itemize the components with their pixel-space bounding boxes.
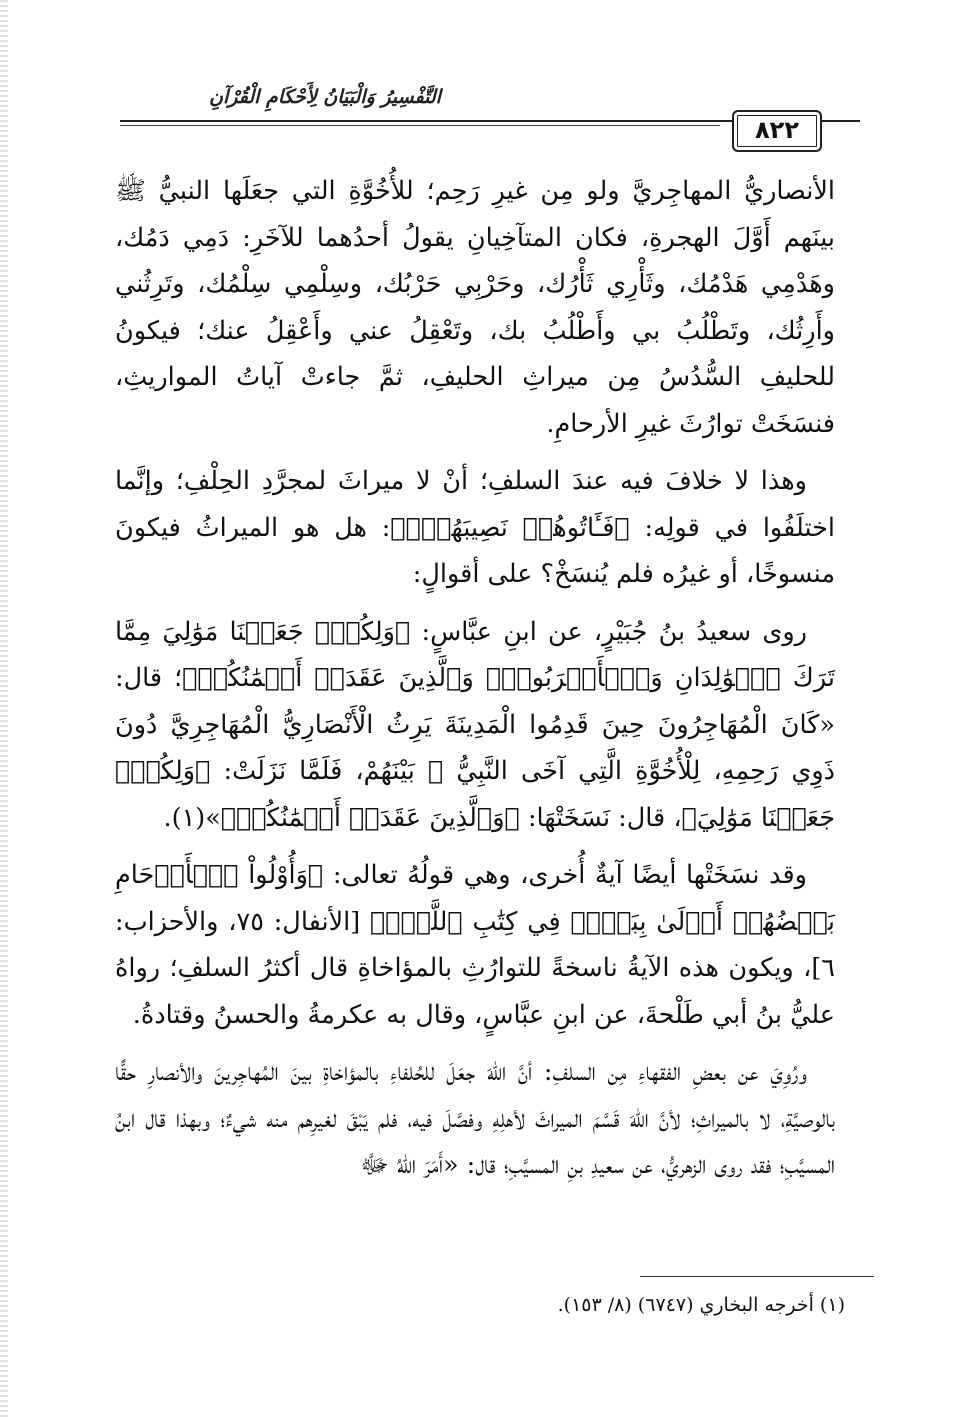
paragraph-5: ورُوِيَ عن بعضِ الفقهاءِ مِن السلفِ: أنَّ اللهَ جعَلَ للحُلفاءِ بالمؤاخاةِ بينَ المُهاجِرينَ والأنصارِ حقًّا بالوصيَّةِ، لا بالميراثِ؛ لأنَّ اللهَ قَسَّمَ الميراثَ لأهلِهِ وفصَّلَ فيه، فلم يَبْقَ لغيرِهم منه شيءٌ؛ وبهذا قال ابنُ المسيَّبِ؛ فقد روى الزهريُّ، عن سعيدِ بنِ المسيَّبِ؛ قال: «أَمَرَ اللهُ ﷻ	[115, 1057, 835, 1180]
header-rule-thin	[120, 125, 720, 126]
footnote-rule	[640, 1276, 874, 1277]
body-text	[115, 168, 835, 1200]
running-title: التَّفْسِيرُ وَالْبَيَانُ لِأَحْكَامِ الْقُرْآنِ	[209, 86, 441, 108]
scan-edge	[0, 0, 8, 1417]
footnote: (١) أخرجه البخاري (٦٧٤٧) (٨/ ١٥٣).	[557, 1294, 845, 1316]
paragraph-1: الأنصاريُّ المهاجِريَّ ولو مِن غيرِ رَحِم؛ للأُخُوَّةِ التي جعَلَها النبيُّ ﷺ بينَهم أَوَّلَ الهجرةِ، فكان المتآخِيانِ يقولُ أحدُهما للآخَرِ: دَمِي دَمُك، وهَدْمِي هَدْمُك، وثَأْرِي ثَأْرُك، وحَرْبِي حَرْبُك، وسِلْمِي سِلْمُك، وتَرِثُني وأَرِثُك، وتَطْلُبُ بي وأَطْلُبُ بك، وتَعْقِلُ عني وأَعْقِلُ عنك؛ فيكونُ للحليفِ السُّدُسُ مِن ميراثِ الحليفِ، ثمَّ جاءتْ آياتُ المواريثِ، فنسَخَتْ توارُثَ غيرِ الأرحامِ.	[115, 176, 835, 439]
page-header	[120, 72, 860, 162]
paragraph-4: وقد نسَخَتْها أيضًا آيةٌ أُخرى، وهي قولُهُ تعالى: ﴿وَأُوْلُواْ ٱلۡأَرۡحَامِ بَعۡضُهُمۡ أَوۡلَىٰ بِبَعۡضٖ فِي كِتَٰبِ ٱللَّهِۚ﴾ [الأنفال: ٧٥، والأحزاب: ٦]، ويكون هذه الآيةُ ناسخةً للتوارُثِ بالمؤاخاةِ قال أكثرُ السلفِ؛ رواهُ عليُّ بنُ أبي طَلْحةَ، عن ابنِ عبَّاسٍ، وقال به عكرمةُ والحسنُ وقتادةُ.	[115, 860, 835, 1030]
paragraph-2: وهذا لا خلافَ فيه عندَ السلفِ؛ أنْ لا ميراثَ لمجرَّدِ الحِلْفِ؛ وإنَّما اختلَفُوا في قولِه: ﴿فَـَٔاتُوهُمۡ نَصِيبَهُمۡۚ﴾: هل هو الميراثُ فيكونَ منسوخًا، أو غيرُه فلم يُنسَخْ؟ على أقوالٍ:	[115, 466, 835, 589]
page-number-box	[732, 110, 822, 152]
page-number: ٨٢٢	[755, 116, 799, 144]
paragraph-3: روى سعيدُ بنُ جُبَيْرٍ، عن ابنِ عبَّاسٍ: ﴿وَلِكُلّٖ جَعَلۡنَا مَوَٰلِيَ مِمَّا تَرَكَ ٱلۡوَٰلِدَانِ وَٱلۡأَقۡرَبُونَۚ وَٱلَّذِينَ عَقَدَتۡ أَيۡمَٰنُكُمۡ﴾؛ قال: «كَانَ الْمُهَاجِرُونَ حِينَ قَدِمُوا الْمَدِينَةَ يَرِثُ الْأَنْصَارِيُّ الْمُهَاجِرِيَّ دُونَ ذَوِي رَحِمِهِ، لِلْأُخُوَّةِ الَّتِي آخَى النَّبِيُّ ﷺ بَيْنَهُمْ، فَلَمَّا نَزَلَتْ: ﴿وَلِكُلّٖ جَعَلۡنَا مَوَٰلِيَ﴾، قال: نَسَخَتْهَا: ﴿وَٱلَّذِينَ عَقَدَتۡ أَيۡمَٰنُكُمۡ﴾»(١).	[115, 616, 835, 833]
